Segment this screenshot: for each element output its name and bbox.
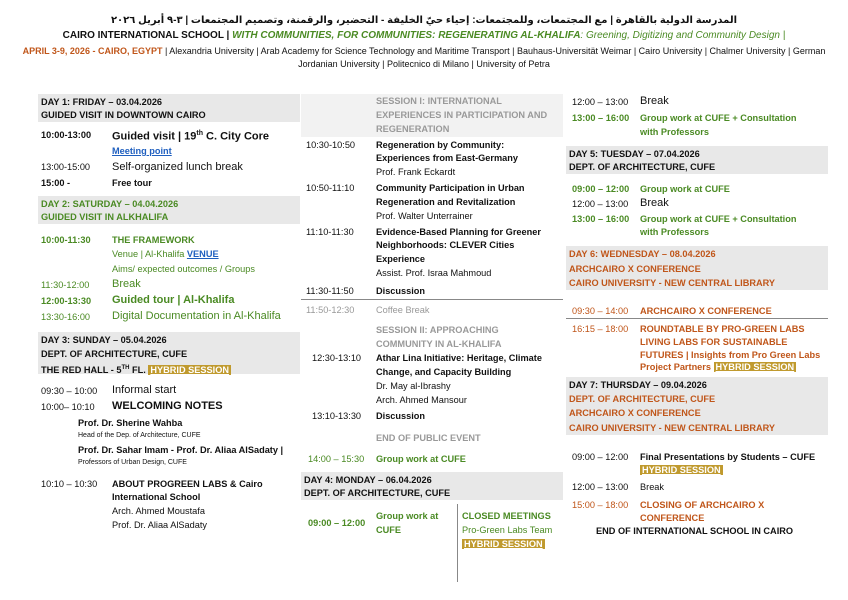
guided-tour-label: Guided tour | Al-Khalifa <box>112 294 235 306</box>
hybrid-session-badge: HYBRID SESSION <box>715 362 795 372</box>
time: 10:30-10:50 <box>306 140 356 150</box>
hybrid-session-badge: HYBRID SESSION <box>150 365 229 376</box>
meeting-point-link[interactable]: Meeting point <box>112 146 172 156</box>
talk-title: Community Participation in Urban <box>376 183 525 193</box>
speaker: Prof. Walter Unterrainer <box>376 211 473 221</box>
day2-heading: DAY 2: SATURDAY – 04.04.2026 <box>41 199 179 209</box>
roundtable-4: Project Partners HYBRID SESSION <box>640 362 795 372</box>
time: 13:00-15:00 <box>41 162 91 172</box>
partners-1: | Alexandria University | Arab Academy for Science Technology and Maritime Transport | Bauhaus-Universität Weimar | Cairo University | Chalmer University | German <box>162 46 826 56</box>
speaker: Arch. Ahmed Moustafa <box>112 506 205 516</box>
day6-heading: DAY 6: WEDNESDAY – 08.04.2026 <box>569 249 716 259</box>
day7-venue: CAIRO UNIVERSITY - NEW CENTRAL LIBRARY <box>569 423 776 433</box>
time: 11:30-11:50 <box>306 286 354 296</box>
speaker-2-role: Professors of Urban Design, CUFE <box>78 459 187 466</box>
break: Break <box>640 482 665 492</box>
speaker: Dr. May al-Ibrashy <box>376 381 451 391</box>
venue-link[interactable]: VENUE <box>186 249 219 259</box>
speaker: Assist. Prof. Israa Mahmoud <box>376 268 492 278</box>
time: 12:00 – 13:00 <box>572 97 629 107</box>
free-tour: Free tour <box>112 178 152 188</box>
time: 09:30 – 10:00 <box>41 386 98 396</box>
session1-title-3: REGENERATION <box>376 124 450 134</box>
talk-title: Regeneration by Community: <box>376 140 505 150</box>
time: 10:50-11:10 <box>306 183 355 193</box>
informal-start: Informal start <box>112 384 177 396</box>
session2-title: SESSION II: APPROACHING <box>376 325 499 335</box>
about-progreen: ABOUT PROGREEN LABS & Cairo <box>112 479 263 489</box>
school-name: CAIRO INTERNATIONAL SCHOOL | <box>62 30 233 41</box>
divider <box>457 504 458 582</box>
time: 10:10 – 10:30 <box>41 479 98 489</box>
roundtable-2: LIVING LABS FOR SUSTAINABLE <box>640 337 788 347</box>
break: Break <box>640 197 669 209</box>
talk-title: Athar Lina Initiative: Heritage, Climate <box>376 353 542 363</box>
final-presentations: Final Presentations by Students – CUFE <box>640 452 816 462</box>
school-title-line <box>0 29 848 42</box>
pro-green-team: Pro-Green Labs Team <box>462 525 553 535</box>
group-work: Group work at <box>376 511 439 521</box>
group-work: Group work at CUFE + Consultation <box>640 214 797 224</box>
day5-subheading: DEPT. OF ARCHITECTURE, CUFE <box>569 162 716 172</box>
time: 14:00 – 15:30 <box>308 454 365 464</box>
group-work-2: CUFE <box>376 525 402 535</box>
venue-line: Venue | Al-Khalifa VENUE <box>112 249 219 259</box>
time: 09:00 – 12:00 <box>572 184 630 194</box>
day5-heading: DAY 5: TUESDAY – 07.04.2026 <box>569 149 700 159</box>
end-of-school: END OF INTERNATIONAL SCHOOL IN CAIRO <box>596 526 794 536</box>
closing-label: CLOSING OF ARCHCAIRO X <box>640 500 765 510</box>
aims-text: Aims/ expected outcomes / Groups <box>112 264 255 274</box>
time: 12:00-13:30 <box>41 296 92 306</box>
break: Break <box>112 278 141 290</box>
discussion: Discussion <box>376 286 426 296</box>
guided-visit-label: Guided visit | 19th C. City Core <box>112 130 270 143</box>
digital-documentation: Digital Documentation in Al-Khalifa <box>112 310 281 322</box>
hybrid-session-badge: HYBRID SESSION <box>464 539 543 549</box>
partners-line-1 <box>0 45 848 58</box>
break: Break <box>640 95 669 107</box>
speaker: Prof. Dr. Aliaa AlSadaty <box>112 520 207 530</box>
divider <box>301 299 563 300</box>
time: 13:00 – 16:00 <box>572 214 630 224</box>
group-work: Group work at CUFE <box>376 454 466 464</box>
day7-dept: DEPT. OF ARCHITECTURE, CUFE <box>569 394 716 404</box>
time: 09:00 – 12:00 <box>308 518 366 528</box>
speaker: Arch. Ahmed Mansour <box>376 395 467 405</box>
time: 13:30-16:00 <box>41 312 91 322</box>
time: 15:00 – 18:00 <box>572 500 629 510</box>
closing-label-2: CONFERENCE <box>640 513 705 523</box>
about-progreen-2: International School <box>112 492 201 502</box>
framework-label: THE FRAMEWORK <box>112 235 195 245</box>
group-work-2: with Professors <box>640 227 709 237</box>
time: 15:00 - <box>41 178 71 188</box>
red-hall-line: THE RED HALL - 5TH FL. HYBRID SESSION <box>41 365 229 376</box>
day2-subheading: GUIDED VISIT IN ALKHALIFA <box>41 212 169 222</box>
group-work-2: with Professors <box>640 127 709 137</box>
talk-title-2: Experiences from East-Germany <box>376 153 518 163</box>
session1-title-2: EXPERIENCES IN PARTICIPATION AND <box>376 110 548 120</box>
time: 09:00 – 12:00 <box>572 452 629 462</box>
theme-title: WITH COMMUNITIES, FOR COMMUNITIES: REGENERATING AL-KHALIFA <box>232 30 581 41</box>
speaker-2: Prof. Dr. Sahar Imam - Prof. Dr. Aliaa AlSadaty | <box>78 445 284 455</box>
welcoming-notes: WELCOMING NOTES <box>112 400 223 412</box>
talk-title-2: Regeneration and Revitalization <box>376 197 516 207</box>
discussion: Discussion <box>376 411 426 421</box>
day4-heading: DAY 4: MONDAY – 06.04.2026 <box>304 475 432 485</box>
arabic-title: المدرسة الدولية بالقاهرة | مع المجتمعات، وللمجتمعات: إحياء حيّ الخليفة - التحضير، والرقمنة، وتصميم المجتمعات | ٣-٩ أبريل ٢٠٢٦ <box>110 15 738 26</box>
time: 10:00– 10:10 <box>41 402 95 412</box>
partners-line-2: Jordanian University | Politecnico di Milano | University of Petra <box>298 59 550 69</box>
roundtable: ROUNDTABLE BY PRO-GREEN LABS <box>640 324 805 334</box>
time: 11:10-11:30 <box>306 227 354 237</box>
day4-subheading: DEPT. OF ARCHITECTURE, CUFE <box>304 488 451 498</box>
end-public-event: END OF PUBLIC EVENT <box>376 433 481 443</box>
time: 13:00 – 16:00 <box>572 113 630 123</box>
time: 12:00 – 13:00 <box>572 482 629 492</box>
talk-title-2: Neighborhoods: CLEVER Cities <box>376 240 515 250</box>
time: 11:30-12:00 <box>41 280 90 290</box>
group-work: Group work at CUFE <box>640 184 730 194</box>
talk-title-2: Change, and Capacity Building <box>376 367 512 377</box>
hybrid-line <box>640 464 723 476</box>
time: 13:10-13:30 <box>312 411 362 421</box>
day1-subheading: GUIDED VISIT IN DOWNTOWN CAIRO <box>41 110 206 120</box>
lunch-break: Self-organized lunch break <box>112 161 243 173</box>
divider <box>566 318 828 319</box>
theme-subtitle: : Greening, Digitizing and Community Design | <box>580 30 786 41</box>
time: 12:30-13:10 <box>312 353 362 363</box>
day3-heading: DAY 3: SUNDAY – 05.04.2026 <box>41 335 167 345</box>
roundtable-3: FUTURES | Insights from Pro Green Labs <box>640 350 821 360</box>
day6-conference: ARCHCAIRO X CONFERENCE <box>569 264 701 274</box>
time: 11:50-12:30 <box>306 305 355 315</box>
hybrid-session-badge: HYBRID SESSION <box>642 465 721 475</box>
day3-subheading: DEPT. OF ARCHITECTURE, CUFE <box>41 349 188 359</box>
session2-title-2: COMMUNITY IN AL-KHALIFA <box>376 339 502 349</box>
time: 12:00 – 13:00 <box>572 199 629 209</box>
day7-conference: ARCHCAIRO X CONFERENCE <box>569 408 701 418</box>
speaker: Prof. Frank Eckardt <box>376 167 456 177</box>
coffee-break: Coffee Break <box>376 305 430 315</box>
group-work: Group work at CUFE + Consultation <box>640 113 797 123</box>
speaker-1-role: Head of the Dep. of Architecture, CUFE <box>78 432 201 439</box>
time: 16:15 – 18:00 <box>572 324 629 334</box>
time: 10:00-13:00 <box>41 130 92 140</box>
day7-heading: DAY 7: THURSDAY – 09.04.2026 <box>569 380 707 390</box>
conference-label: ARCHCAIRO X CONFERENCE <box>640 306 772 316</box>
dates-location: APRIL 3-9, 2026 - CAIRO, EGYPT <box>22 46 163 56</box>
time: 10:00-11:30 <box>41 235 91 245</box>
day1-heading: DAY 1: FRIDAY – 03.04.2026 <box>41 97 163 107</box>
talk-title: Evidence-Based Planning for Greener <box>376 227 541 237</box>
talk-title-3: Experience <box>376 254 426 264</box>
closed-meetings: CLOSED MEETINGS <box>462 511 551 521</box>
time: 09:30 – 14:00 <box>572 306 629 316</box>
day6-venue: CAIRO UNIVERSITY - NEW CENTRAL LIBRARY <box>569 278 776 288</box>
hybrid-line <box>462 538 545 550</box>
session1-title: SESSION I: INTERNATIONAL <box>376 96 502 106</box>
speaker-1: Prof. Dr. Sherine Wahba <box>78 418 183 428</box>
